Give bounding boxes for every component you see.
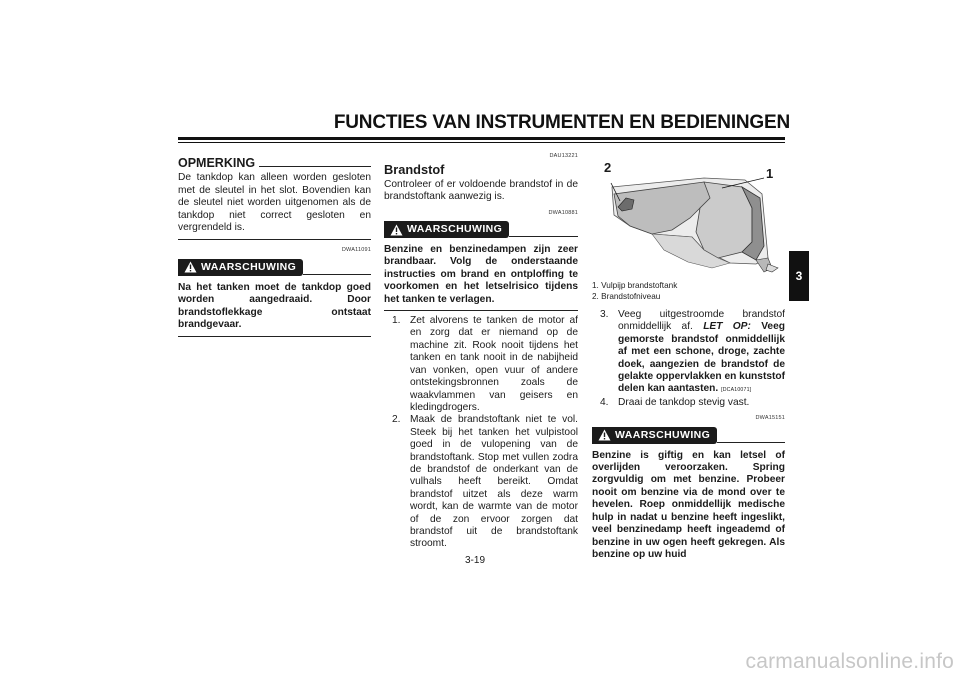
section-title: Brandstof: [384, 162, 445, 178]
list-item: [384, 315, 578, 414]
warning-triangle-icon: [598, 429, 611, 441]
callout-1: 1: [766, 166, 774, 181]
warning-badge: [592, 427, 717, 444]
warning-badge: [178, 259, 303, 276]
column-right: [592, 160, 785, 561]
warning-label: WAARSCHUWING: [615, 428, 711, 441]
warning-text: Benzine is giftig en kan letsel of overlijden veroorzaken. Spring zorgvuldig om met benzine. Probeer nooit om benzine via de mond over te hevelen. Roep onmiddellijk medische hulp in nadat u benzine heeft ingeslikt, veel benzinedamp heeft ingeademd of benzine in uw ogen heeft gekregen. Als benzine op uw huid: [592, 449, 785, 560]
column-left: [178, 157, 371, 337]
warning-text: Benzine en benzinedampen zijn zeer brandbaar. Volg de onderstaande instructies om brand en ontploffing te voorkomen en het letselrisico tijdens het tanken te verlagen.: [384, 244, 578, 305]
notice-code: [DCA10071]: [721, 387, 752, 394]
warning-rule: [509, 236, 578, 237]
list-item: [384, 414, 578, 550]
warning-code: DWA15151: [755, 415, 785, 422]
warning-badge: [384, 221, 509, 238]
warning-rule: [717, 442, 785, 443]
warning-label: WAARSCHUWING: [407, 223, 503, 236]
step-number: 2.: [392, 414, 401, 426]
list-item: [592, 309, 785, 397]
column-middle: [384, 150, 578, 551]
warning-code: DWA11091: [341, 247, 371, 254]
note-heading: OPMERKING: [178, 156, 256, 170]
step-text: Draai de tankdop stevig vast.: [618, 396, 750, 408]
section-intro: Controleer of er voldoende brandstof in de brandstoftank aanwezig is.: [384, 178, 578, 203]
warning-text: Na het tanken moet de tankdop goed worden aangedraaid. Door brandstoflekkage ontstaat brandgevaar.: [178, 281, 371, 331]
caption-text: Vulpijp brandstoftank: [601, 281, 678, 290]
page-title: FUNCTIES VAN INSTRUMENTEN EN BEDIENINGEN: [333, 112, 790, 133]
warning-end-rule: [384, 310, 578, 311]
figure-captions: [592, 280, 785, 302]
step-text: Zet alvorens te tanken de motor af en zorg dat er niemand op de machine zit. Rook nooit tijdens het tanken en tank nooit in de nabijheid van vonken, open vuur of andere ontstekingsbronnen zoals de waakvlammen van geisers en kledingdrogers.: [410, 315, 578, 413]
step-text: Veeg uitgestroomde brandstof onmiddellijk af.: [618, 309, 785, 333]
caption-item: [592, 291, 785, 302]
caption-item: [592, 280, 785, 291]
warning-header: [592, 427, 785, 444]
fuel-tank-figure: [592, 160, 785, 278]
warning-rule: [303, 274, 371, 275]
list-item: [592, 397, 785, 409]
step-text-group: [618, 309, 785, 397]
section-code: DAU13221: [549, 153, 578, 159]
watermark: carmanualsonline.info: [745, 650, 954, 673]
caption-number: 1.: [592, 281, 599, 290]
warning-header: [384, 221, 578, 238]
callout-2: 2: [604, 160, 612, 175]
warning-triangle-icon: [184, 261, 197, 273]
warning-triangle-icon: [390, 224, 403, 236]
caption-text: Brandstofniveau: [601, 292, 661, 301]
step-number: 1.: [392, 315, 401, 327]
step-number: 3.: [600, 309, 609, 320]
header-rule-thin: [178, 142, 785, 143]
warning-label: WAARSCHUWING: [201, 261, 297, 274]
warning-header: [178, 259, 371, 276]
note-end-rule: [178, 239, 371, 240]
header-rule: [178, 137, 785, 140]
chapter-tab: 3: [789, 251, 809, 301]
fuel-steps-list-continued: [592, 309, 785, 409]
page-number: 3-19: [465, 555, 486, 566]
step-number: 4.: [600, 396, 609, 408]
heading-rule: [259, 166, 371, 167]
step-text: Maak de brandstoftank niet te vol. Steek bij het tanken het vulpistool goed in de vulopening van de brandstoftank. Stop met vullen zodra de brandstof de onderkant van de vulhals heeft bereikt. Omdat brandstof uitzet als deze warm wordt, kan de warmte van de motor of de zon ervoor zorgen dat brandstof uit de brandstoftank stroomt.: [410, 414, 578, 550]
notice-label: LET OP:: [703, 321, 751, 333]
note-text: De tankdop kan alleen worden gesloten met de sleutel in het slot. Bovendien kan de sleutel niet worden uitgenomen als de tankdop niet correct gesloten en vergrendeld is.: [178, 172, 371, 234]
notice-text: Veeg gemorste brandstof onmiddellijk af met een schone, droge, zachte doek, aangezien de brandstof de gelakte oppervlakken en kunststof delen kan aantasten.: [618, 321, 786, 395]
fuel-tank-illustration: [592, 160, 785, 278]
fuel-steps-list: [384, 315, 578, 551]
warning-end-rule: [178, 336, 371, 337]
note-heading-row: [178, 157, 371, 169]
warning-code: DWA10881: [548, 209, 578, 216]
caption-number: 2.: [592, 292, 599, 301]
